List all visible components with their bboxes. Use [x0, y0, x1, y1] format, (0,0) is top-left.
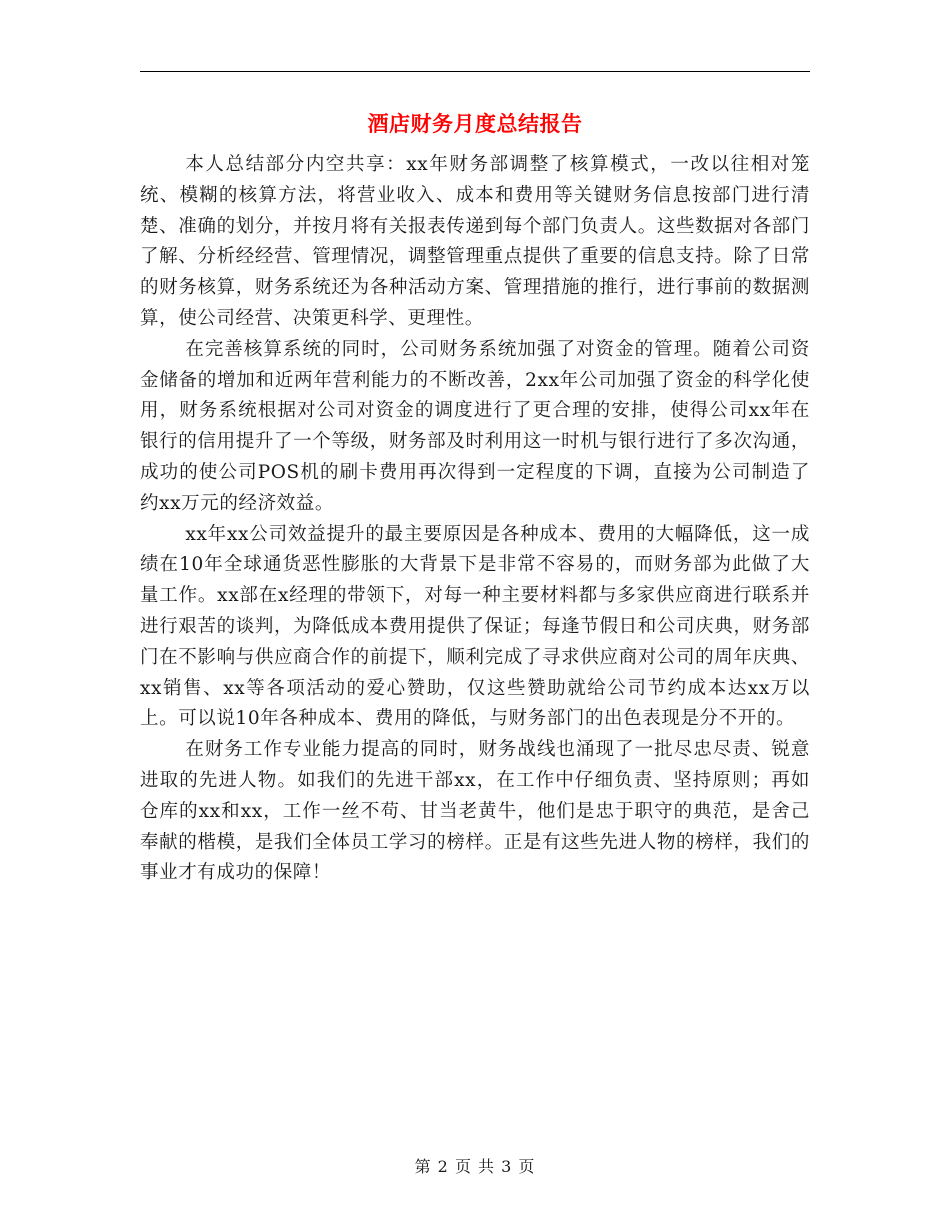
paragraph-2: 在完善核算系统的同时，公司财务系统加强了对资金的管理。随着公司资金储备的增加和近两年营利能力的不断改善，2xx年公司加强了资金的科学化使用，财务系统根据对公司对资金的调度进行了更合理的安排，使得公司xx年在银行的信用提升了一个等级，财务部及时利用这一时机与银行进行了多次沟通，成功的使公司POS机的刷卡费用再次得到一定程度的下调，直接为公司制造了约xx万元的经济效益。	[140, 338, 810, 514]
paragraph-1: 本人总结部分内空共享：xx年财务部调整了核算模式，一改以往相对笼统、模糊的核算方法，将营业收入、成本和费用等关键财务信息按部门进行清楚、准确的划分，并按月将有关报表传递到每个部门负责人。这些数据对各部门了解、分析经经营、管理情况，调整管理重点提供了重要的信息支持。除了日常的财务核算，财务系统还为各种活动方案、管理措施的推行，进行事前的数据测算，使公司经营、决策更科学、更理性。	[140, 154, 810, 329]
page-number: 第 2 页 共 3 页	[414, 1157, 536, 1176]
document-body	[140, 150, 810, 889]
header-rule	[140, 71, 810, 72]
paragraph-4: 在财务工作专业能力提高的同时，财务战线也涌现了一批尽忠尽责、锐意进取的先进人物。如我们的先进干部xx，在工作中仔细负责、坚持原则；再如仓库的xx和xx，工作一丝不苟、甘当老黄牛，他们是忠于职守的典范，是舍己奉献的楷模，是我们全体员工学习的榜样。正是有这些先进人物的榜样，我们的事业才有成功的保障！	[140, 739, 810, 884]
paragraph-3: xx年xx公司效益提升的最主要原因是各种成本、费用的大幅降低，这一成绩在10年全球通货恶性膨胀的大背景下是非常不容易的，而财务部为此做了大量工作。xx部在x经理的带领下，对每一种主要材料都与多家供应商进行联系并进行艰苦的谈判，为降低成本费用提供了保证；每逢节假日和公司庆典，财务部门在不影响与供应商合作的前提下，顺利完成了寻求供应商对公司的周年庆典、xx销售、xx等各项活动的爱心赞助，仅这些赞助就给公司节约成本达xx万以上。可以说10年各种成本、费用的降低，与财务部门的出色表现是分不开的。	[140, 523, 810, 730]
document-title: 酒店财务月度总结报告	[367, 111, 583, 136]
